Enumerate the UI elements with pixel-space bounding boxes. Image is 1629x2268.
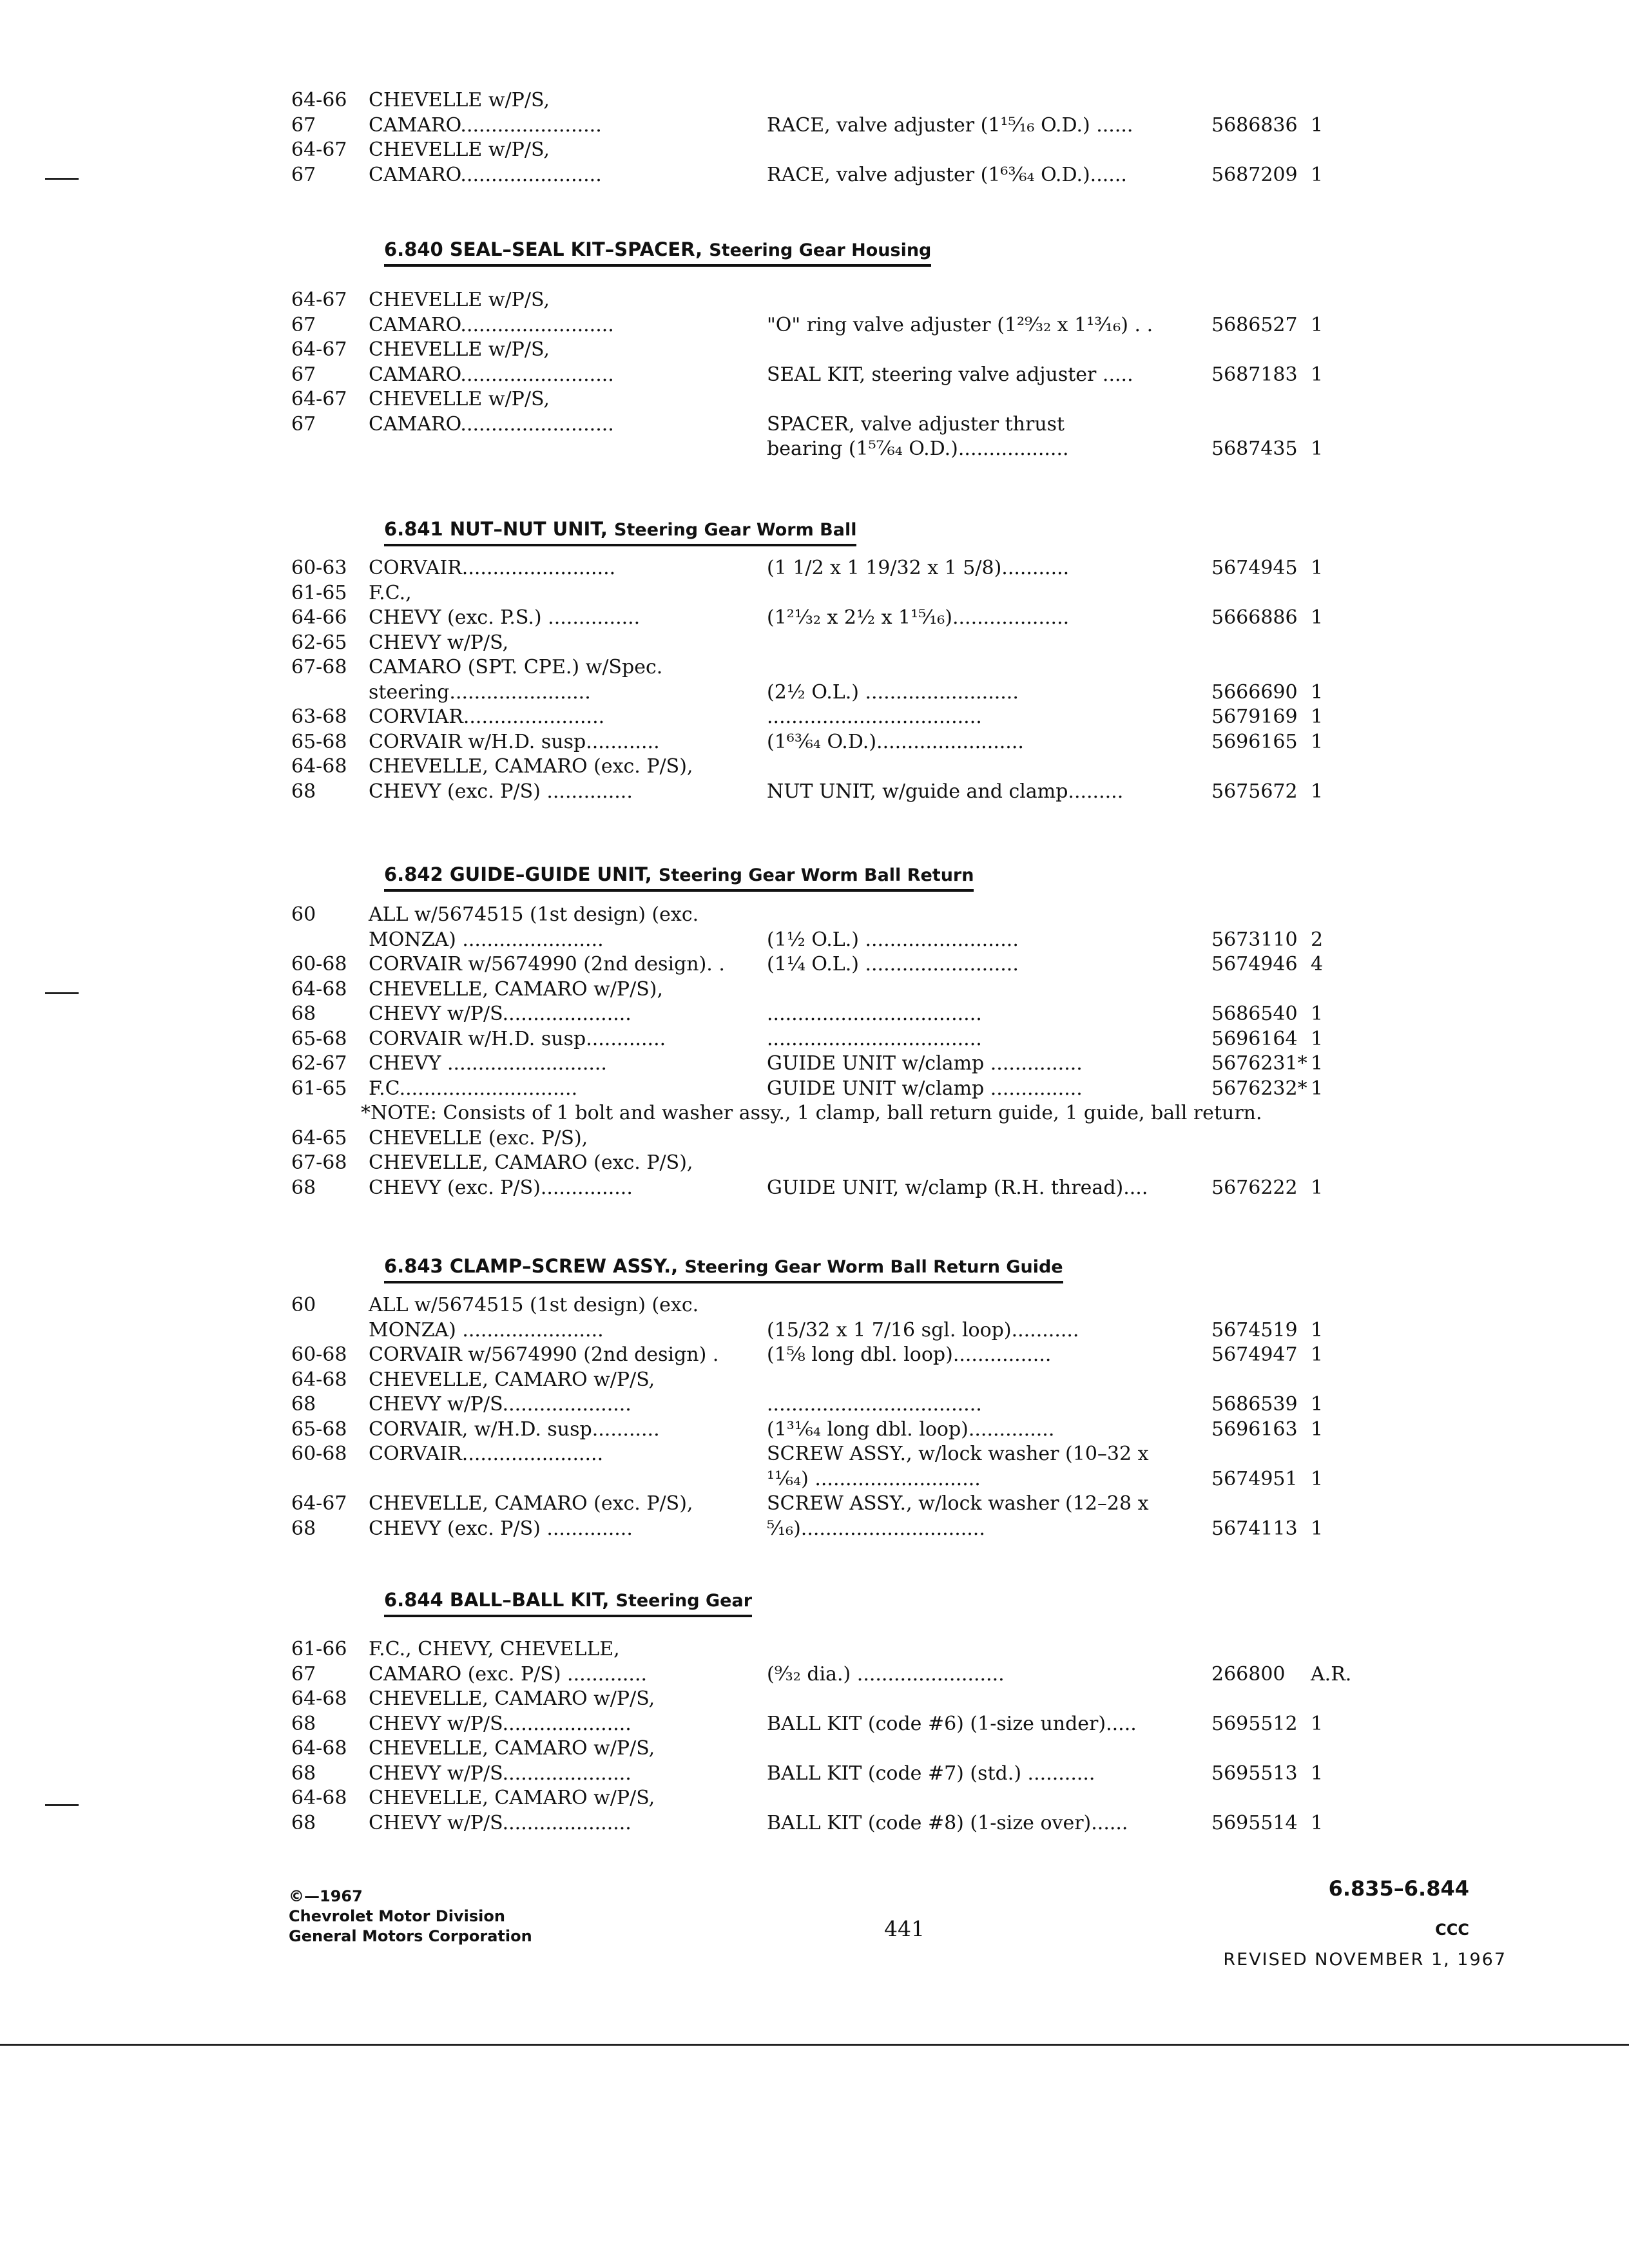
model: CORVAIR....................... bbox=[369, 1443, 604, 1465]
description: GUIDE UNIT w/clamp ............... bbox=[767, 1077, 1083, 1100]
year-range: 68 bbox=[291, 1762, 316, 1785]
description: SEAL KIT, steering valve adjuster ..... bbox=[767, 363, 1133, 386]
section-title: GUIDE–GUIDE UNIT, bbox=[449, 863, 652, 885]
year-range: 68 bbox=[291, 1517, 316, 1540]
description: (1½ O.L.) ......................... bbox=[767, 928, 1019, 951]
part-number: 5687435 bbox=[1211, 437, 1298, 460]
year-range: 60-63 bbox=[291, 557, 347, 579]
model: CHEVELLE, CAMARO w/P/S, bbox=[369, 1737, 655, 1760]
section-title: BALL–BALL KIT, bbox=[449, 1589, 610, 1611]
margin-mark bbox=[45, 178, 79, 180]
model: F.C., bbox=[369, 581, 412, 604]
model: CHEVY w/P/S..................... bbox=[369, 1762, 631, 1785]
year-range: 64-68 bbox=[291, 1737, 347, 1760]
year-range: 64-68 bbox=[291, 755, 347, 778]
year-range: 60 bbox=[291, 1294, 316, 1316]
part-number: 5674946 bbox=[1211, 953, 1298, 975]
model: CHEVY (exc. P/S) .............. bbox=[369, 1517, 633, 1540]
year-range: 63-68 bbox=[291, 706, 347, 728]
year-range: 68 bbox=[291, 1811, 316, 1834]
model: CHEVELLE, CAMARO (exc. P/S), bbox=[369, 755, 693, 778]
section-subtitle: Steering Gear Worm Ball Return bbox=[658, 865, 974, 885]
section-title: CLAMP–SCREW ASSY., bbox=[449, 1255, 679, 1277]
year-range: 65-68 bbox=[291, 1418, 347, 1441]
part-number: 5695512 bbox=[1211, 1712, 1298, 1735]
description: (1⁶³⁄₆₄ O.D.)........................ bbox=[767, 730, 1024, 753]
part-number: 5686539 bbox=[1211, 1393, 1298, 1416]
description: (1 1/2 x 1 19/32 x 1 5/8)........... bbox=[767, 557, 1070, 579]
year-range: 64-67 bbox=[291, 388, 347, 410]
description: GUIDE UNIT w/clamp ............... bbox=[767, 1052, 1083, 1075]
part-number: 5676222 bbox=[1211, 1176, 1298, 1199]
description: SCREW ASSY., w/lock washer (10–32 x bbox=[767, 1443, 1149, 1465]
part-number: 5687183 bbox=[1211, 363, 1298, 386]
section-heading bbox=[384, 860, 974, 889]
section-subtitle: Steering Gear Housing bbox=[709, 240, 932, 260]
description: (2½ O.L.) ......................... bbox=[767, 680, 1019, 704]
year-range: 64-67 bbox=[291, 139, 347, 161]
quantity: 1 bbox=[1311, 1517, 1324, 1540]
section-number: 6.844 bbox=[384, 1589, 443, 1611]
year-range: 61-66 bbox=[291, 1638, 347, 1660]
model: ALL w/5674515 (1st design) (exc. bbox=[369, 903, 699, 926]
quantity: 1 bbox=[1311, 1393, 1324, 1416]
section-subtitle: Steering Gear bbox=[615, 1591, 753, 1611]
section-number: 6.842 bbox=[384, 863, 443, 885]
section-underline bbox=[384, 1615, 752, 1617]
part-number: 5674519 bbox=[1211, 1318, 1298, 1341]
part-number: 5673110 bbox=[1211, 928, 1298, 951]
quantity: 1 bbox=[1311, 1467, 1324, 1490]
division: Chevrolet Motor Division bbox=[289, 1907, 505, 1925]
description: ................................... bbox=[767, 1027, 982, 1050]
model: CAMARO....................... bbox=[369, 113, 602, 137]
model: F.C., CHEVY, CHEVELLE, bbox=[369, 1638, 620, 1660]
quantity: 1 bbox=[1311, 113, 1324, 137]
section-subtitle: Steering Gear Worm Ball Return Guide bbox=[684, 1257, 1063, 1277]
year-range: 62-67 bbox=[291, 1052, 347, 1075]
year-range: 64-68 bbox=[291, 1687, 347, 1710]
quantity: 1 bbox=[1311, 1052, 1324, 1075]
part-number: 5666886 bbox=[1211, 606, 1298, 629]
part-number: 5676231* bbox=[1211, 1052, 1307, 1075]
model: MONZA) ....................... bbox=[369, 928, 604, 951]
description: (1³¹⁄₆₄ long dbl. loop).............. bbox=[767, 1418, 1055, 1441]
year-range: 64-67 bbox=[291, 1492, 347, 1515]
section-heading bbox=[384, 514, 856, 544]
model: CAMARO......................... bbox=[369, 363, 614, 386]
year-range: 62-65 bbox=[291, 631, 347, 654]
section-title: SEAL–SEAL KIT–SPACER, bbox=[449, 238, 703, 260]
model: CAMARO......................... bbox=[369, 412, 614, 436]
description: ................................... bbox=[767, 706, 982, 728]
part-number: 5674947 bbox=[1211, 1343, 1298, 1366]
model: CAMARO....................... bbox=[369, 163, 602, 186]
description: NUT UNIT, w/guide and clamp......... bbox=[767, 780, 1124, 803]
year-range: 67 bbox=[291, 313, 316, 336]
corporation: General Motors Corporation bbox=[289, 1927, 532, 1945]
year-range: 68 bbox=[291, 780, 316, 803]
model: CHEVELLE w/P/S, bbox=[369, 289, 550, 311]
description: RACE, valve adjuster (1⁶³⁄₆₄ O.D.)...... bbox=[767, 163, 1127, 186]
quantity: 1 bbox=[1311, 1003, 1324, 1025]
model: CHEVY (exc. P.S.) ............... bbox=[369, 606, 641, 629]
description: (1⅝ long dbl. loop)................ bbox=[767, 1343, 1052, 1366]
page-bottom-rule bbox=[0, 2044, 1629, 2046]
year-range: 64-67 bbox=[291, 289, 347, 311]
model: CHEVY .......................... bbox=[369, 1052, 607, 1075]
section-underline bbox=[384, 264, 931, 267]
year-range: 64-68 bbox=[291, 1787, 347, 1809]
quantity: 1 bbox=[1311, 1176, 1324, 1199]
description: SCREW ASSY., w/lock washer (12–28 x bbox=[767, 1492, 1149, 1515]
quantity: 1 bbox=[1311, 1343, 1324, 1366]
year-range: 68 bbox=[291, 1393, 316, 1416]
description: RACE, valve adjuster (1¹⁵⁄₁₆ O.D.) ...... bbox=[767, 113, 1133, 137]
quantity: 1 bbox=[1311, 780, 1324, 803]
quantity: 1 bbox=[1311, 313, 1324, 336]
section-heading bbox=[384, 235, 931, 264]
model: CORVAIR w/5674990 (2nd design) . bbox=[369, 1343, 719, 1366]
model: CHEVELLE w/P/S, bbox=[369, 89, 550, 111]
description: BALL KIT (code #8) (1-size over)...... bbox=[767, 1811, 1128, 1834]
model: CORVAIR w/5674990 (2nd design). . bbox=[369, 953, 725, 975]
model: CHEVELLE, CAMARO w/P/S, bbox=[369, 1687, 655, 1710]
quantity: 1 bbox=[1311, 1811, 1324, 1834]
year-range: 67 bbox=[291, 412, 316, 436]
quantity: 1 bbox=[1311, 706, 1324, 728]
year-range: 64-67 bbox=[291, 338, 347, 361]
quantity: 1 bbox=[1311, 1318, 1324, 1341]
model: CORVAIR w/H.D. susp............. bbox=[369, 1027, 666, 1050]
year-range: 67 bbox=[291, 1662, 316, 1686]
part-number: 5696163 bbox=[1211, 1418, 1298, 1441]
part-number: 5674951 bbox=[1211, 1467, 1298, 1490]
model: CORVAIR......................... bbox=[369, 557, 616, 579]
model: CAMARO (exc. P/S) ............. bbox=[369, 1662, 648, 1686]
model: CHEVY w/P/S..................... bbox=[369, 1712, 631, 1735]
model: CORVAIR, w/H.D. susp........... bbox=[369, 1418, 660, 1441]
quantity: 1 bbox=[1311, 1762, 1324, 1785]
section-heading bbox=[384, 1585, 752, 1615]
description: ................................... bbox=[767, 1003, 982, 1025]
year-range: 60-68 bbox=[291, 1443, 347, 1465]
part-number: 5686836 bbox=[1211, 113, 1298, 137]
part-number: 5686540 bbox=[1211, 1003, 1298, 1025]
model: CORVAIR w/H.D. susp............ bbox=[369, 730, 660, 753]
description: "O" ring valve adjuster (1²⁹⁄₃₂ x 1¹³⁄₁₆) . . bbox=[767, 313, 1153, 336]
part-number: 5695513 bbox=[1211, 1762, 1298, 1785]
description: (1¼ O.L.) ......................... bbox=[767, 953, 1019, 975]
description: (15/32 x 1 7/16 sgl. loop)........... bbox=[767, 1318, 1079, 1341]
section-subtitle: Steering Gear Worm Ball bbox=[614, 520, 857, 540]
year-range: 67 bbox=[291, 113, 316, 137]
year-range: 61-65 bbox=[291, 1077, 347, 1100]
model: CHEVY w/P/S..................... bbox=[369, 1003, 631, 1025]
quantity: 1 bbox=[1311, 557, 1324, 579]
quantity: A.R. bbox=[1311, 1662, 1352, 1686]
year-range: 67-68 bbox=[291, 656, 347, 678]
model: CHEVELLE, CAMARO w/P/S), bbox=[369, 977, 663, 1001]
description: SPACER, valve adjuster thrust bbox=[767, 412, 1065, 436]
margin-mark bbox=[45, 992, 79, 994]
quantity: 1 bbox=[1311, 437, 1324, 460]
section-number: 6.840 bbox=[384, 238, 443, 260]
year-range: 60-68 bbox=[291, 953, 347, 975]
part-number: 5696164 bbox=[1211, 1027, 1298, 1050]
quantity: 1 bbox=[1311, 1712, 1324, 1735]
quantity: 4 bbox=[1311, 953, 1324, 975]
model: CHEVELLE w/P/S, bbox=[369, 139, 550, 161]
section-number: 6.841 bbox=[384, 518, 443, 540]
part-number: 5696165 bbox=[1211, 730, 1298, 753]
description: ¹¹⁄₆₄) ........................... bbox=[767, 1467, 981, 1490]
margin-mark bbox=[45, 1804, 79, 1806]
model: CHEVY (exc. P/S) .............. bbox=[369, 780, 633, 803]
section-range: 6.835–6.844 bbox=[1328, 1876, 1469, 1901]
year-range: 65-68 bbox=[291, 1027, 347, 1050]
catalog-code: CCC bbox=[1435, 1921, 1469, 1939]
year-range: 65-68 bbox=[291, 730, 347, 753]
model: CHEVY (exc. P/S)............... bbox=[369, 1176, 633, 1199]
model: CHEVELLE, CAMARO (exc. P/S), bbox=[369, 1151, 693, 1174]
year-range: 60 bbox=[291, 903, 316, 926]
model: CAMARO......................... bbox=[369, 313, 614, 336]
part-number: 5687209 bbox=[1211, 163, 1298, 186]
copyright: ©—1967 bbox=[289, 1887, 363, 1905]
model: CHEVY w/P/S..................... bbox=[369, 1811, 631, 1834]
quantity: 1 bbox=[1311, 730, 1324, 753]
description: ................................... bbox=[767, 1393, 982, 1416]
section-number: 6.843 bbox=[384, 1255, 443, 1277]
quantity: 1 bbox=[1311, 1418, 1324, 1441]
page-number: 441 bbox=[884, 1916, 925, 1941]
footer-left bbox=[289, 1887, 532, 1946]
model: CHEVY w/P/S..................... bbox=[369, 1393, 631, 1416]
model: CHEVELLE, CAMARO (exc. P/S), bbox=[369, 1492, 693, 1515]
quantity: 2 bbox=[1311, 928, 1324, 951]
part-number: 266800 bbox=[1211, 1662, 1286, 1686]
model: CHEVELLE, CAMARO w/P/S, bbox=[369, 1787, 655, 1809]
quantity: 1 bbox=[1311, 606, 1324, 629]
quantity: 1 bbox=[1311, 680, 1324, 704]
year-range: 60-68 bbox=[291, 1343, 347, 1366]
part-number: 5674945 bbox=[1211, 557, 1298, 579]
year-range: 67 bbox=[291, 163, 316, 186]
quantity: 1 bbox=[1311, 163, 1324, 186]
model: CORVIAR....................... bbox=[369, 706, 605, 728]
part-number: 5675672 bbox=[1211, 780, 1298, 803]
year-range: 67-68 bbox=[291, 1151, 347, 1174]
year-range: 64-66 bbox=[291, 89, 347, 111]
model: CHEVELLE, CAMARO w/P/S, bbox=[369, 1368, 655, 1391]
note-text: *NOTE: Consists of 1 bolt and washer assy., 1 clamp, ball return guide, 1 guide, ball return. bbox=[361, 1102, 1262, 1124]
year-range: 68 bbox=[291, 1003, 316, 1025]
revision-date: REVISED NOVEMBER 1, 1967 bbox=[1223, 1950, 1507, 1970]
section-heading bbox=[384, 1251, 1063, 1281]
description: ⁵⁄₁₆).............................. bbox=[767, 1517, 985, 1540]
model: CHEVELLE w/P/S, bbox=[369, 388, 550, 410]
year-range: 64-68 bbox=[291, 977, 347, 1001]
part-number: 5666690 bbox=[1211, 680, 1298, 704]
description: (⁹⁄₃₂ dia.) ........................ bbox=[767, 1662, 1005, 1686]
description: (1²¹⁄₃₂ x 2½ x 1¹⁵⁄₁₆)................... bbox=[767, 606, 1070, 629]
part-number: 5686527 bbox=[1211, 313, 1298, 336]
description: BALL KIT (code #7) (std.) ........... bbox=[767, 1762, 1095, 1785]
quantity: 1 bbox=[1311, 1077, 1324, 1100]
year-range: 64-65 bbox=[291, 1126, 347, 1149]
model: steering....................... bbox=[369, 680, 591, 704]
model: MONZA) ....................... bbox=[369, 1318, 604, 1341]
quantity: 1 bbox=[1311, 1027, 1324, 1050]
section-underline bbox=[384, 1281, 1063, 1283]
section-underline bbox=[384, 889, 974, 892]
description: bearing (1⁵⁷⁄₆₄ O.D.).................. bbox=[767, 437, 1069, 460]
model: F.C............................. bbox=[369, 1077, 578, 1100]
year-range: 68 bbox=[291, 1712, 316, 1735]
model: ALL w/5674515 (1st design) (exc. bbox=[369, 1294, 699, 1316]
part-number: 5695514 bbox=[1211, 1811, 1298, 1834]
section-title: NUT–NUT UNIT, bbox=[449, 518, 608, 540]
model: CHEVY w/P/S, bbox=[369, 631, 509, 654]
model: CHEVELLE (exc. P/S), bbox=[369, 1126, 588, 1149]
description: BALL KIT (code #6) (1-size under)..... bbox=[767, 1712, 1137, 1735]
year-range: 68 bbox=[291, 1176, 316, 1199]
year-range: 64-68 bbox=[291, 1368, 347, 1391]
year-range: 61-65 bbox=[291, 581, 347, 604]
model: CAMARO (SPT. CPE.) w/Spec. bbox=[369, 656, 663, 678]
part-number: 5674113 bbox=[1211, 1517, 1298, 1540]
year-range: 67 bbox=[291, 363, 316, 386]
description: GUIDE UNIT, w/clamp (R.H. thread).... bbox=[767, 1176, 1148, 1199]
section-underline bbox=[384, 544, 856, 546]
part-number: 5676232* bbox=[1211, 1077, 1307, 1100]
model: CHEVELLE w/P/S, bbox=[369, 338, 550, 361]
year-range: 64-66 bbox=[291, 606, 347, 629]
part-number: 5679169 bbox=[1211, 706, 1298, 728]
quantity: 1 bbox=[1311, 363, 1324, 386]
